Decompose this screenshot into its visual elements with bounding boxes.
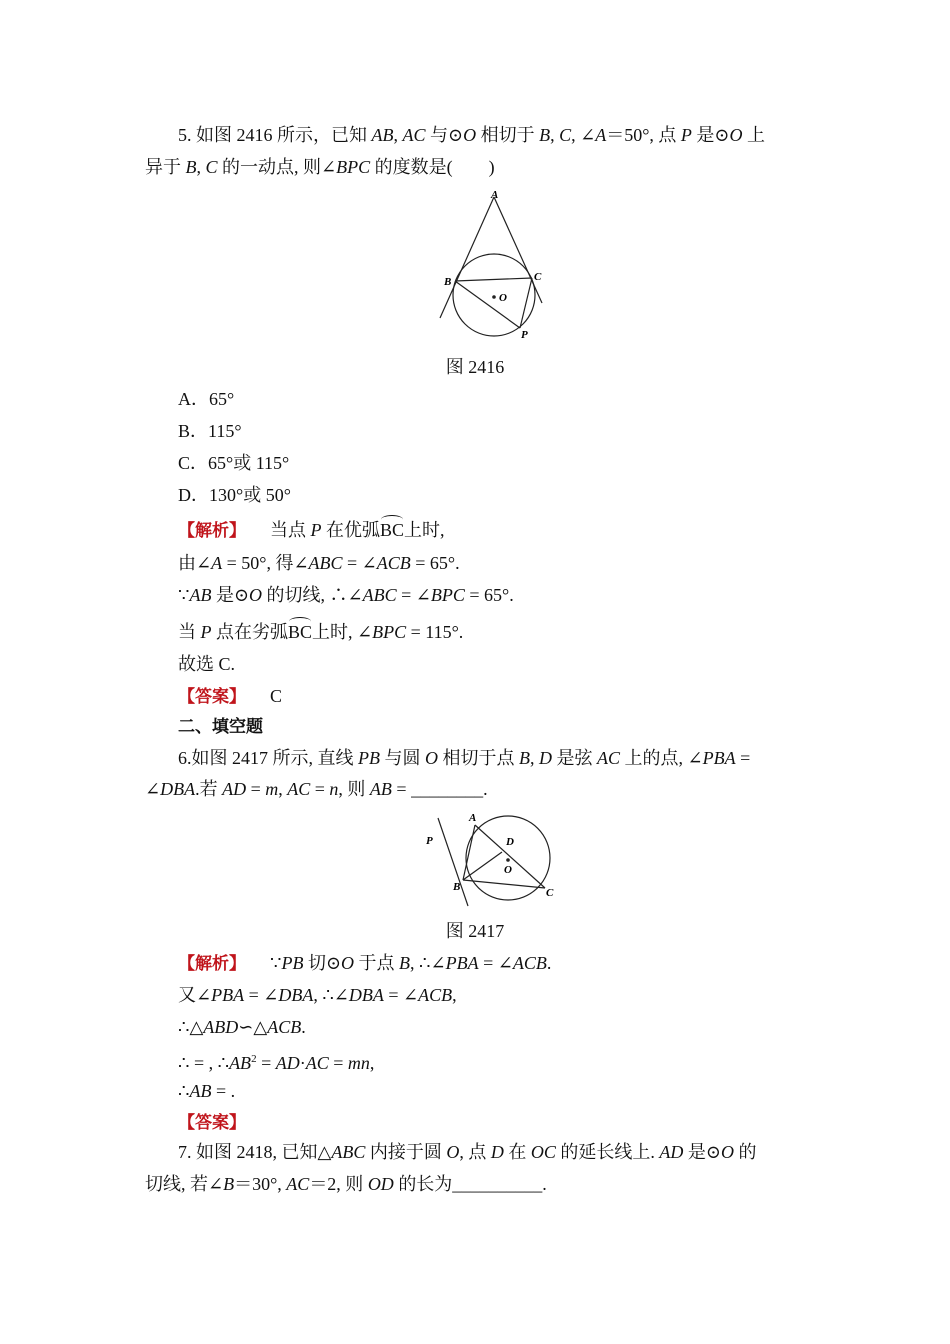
q5-option-a: A．65° <box>178 389 235 409</box>
q5-stem-line2: 异于 B, C 的一动点, 则∠BPC 的度数是( ) <box>145 157 495 177</box>
q5-chord-bc <box>455 278 532 281</box>
q6-analysis-line1: 【解析】 ∵PB 切⊙O 于点 B, ∴∠PBA = ∠ACB. <box>178 953 552 974</box>
q6-segment-bd <box>463 852 502 880</box>
q6-analysis-tag: 【解析】 <box>178 954 246 974</box>
q6-chord-ab <box>463 825 475 880</box>
q5-analysis-line4: 当 P 点在劣弧BC上时, ∠BPC = 115°. <box>178 622 464 642</box>
q6-analysis-line5: ∴AB = . <box>178 1081 236 1101</box>
q6-label-a: A <box>469 812 477 824</box>
q6-answer-line <box>178 1110 246 1135</box>
q5-option-b: B．115° <box>178 421 242 441</box>
q6-center-dot <box>506 858 510 862</box>
q6-stem-line2: ∠DBA.若 AD = m, AC = n, 则 AB = ________. <box>145 779 488 799</box>
q6-analysis-line4: ∴ = , $\therefore AB^2 = AD\cdot AC$ = mn, <box>178 1053 375 1073</box>
q5-label-a: A <box>491 189 499 201</box>
q5-figure-caption: 图 2416 <box>445 357 505 377</box>
q5-analysis-line5: 故选 C. <box>178 654 236 674</box>
q6-figure <box>420 808 570 908</box>
q5-answer-line <box>178 684 282 709</box>
section-title: 二、填空题 <box>178 717 263 737</box>
q6-label-b: B <box>453 881 461 893</box>
q6-label-p: P <box>426 835 433 847</box>
q6-analysis-line2: 又∠PBA = ∠DBA, ∴∠DBA = ∠ACB, <box>178 985 457 1005</box>
q5-tangent-ac <box>494 197 542 303</box>
q6-label-d: D <box>506 836 514 848</box>
q5-option-c: C．65°或 115° <box>178 453 290 473</box>
q5-analysis-tag: 【解析】 <box>178 521 246 541</box>
q5-option-d: D．130°或 50° <box>178 485 291 505</box>
q5-answer: C <box>270 686 283 706</box>
q5-analysis-line2: 由∠A = 50°, 得∠ABC = ∠ACB = 65°. <box>178 553 460 573</box>
q6-analysis-line3: ∴△ABD∽△ACB. <box>178 1017 306 1037</box>
q6-figure-caption: 图 2417 <box>445 921 505 941</box>
q5-center-dot <box>492 295 496 299</box>
q5-analysis-line1: 【解析】 当点 P 在优弧BC上时, <box>178 520 445 541</box>
q5-label-p: P <box>521 329 528 341</box>
q6-label-o: O <box>504 864 512 876</box>
q6-chord-ac <box>475 825 545 888</box>
q5-answer-tag: 【答案】 <box>178 687 246 707</box>
q5-label-o: O <box>499 292 507 304</box>
q6-label-c: C <box>546 887 554 899</box>
q7-stem-line1: 7. 如图 2418, 已知△ABC 内接于圆 O, 点 D 在 OC 的延长线上. AD 是⊙O 的 <box>178 1142 757 1162</box>
q5-analysis-line3: ∵AB 是⊙O 的切线, ∴∠ABC = ∠BPC = 65°. <box>178 585 514 605</box>
q5-circle <box>453 254 535 336</box>
q5-stem-line1: 5. 如图 2416 所示，已知 AB, AC 与⊙O 相切于 B, C, ∠A＝50°, 点 P 是⊙O 上 <box>178 125 766 145</box>
q5-tangent-ab <box>440 197 494 318</box>
q6-stem-line1: 6.如图 2417 所示, 直线 PB 与圆 O 相切于点 B, D 是弦 AC 上的点, ∠PBA = <box>178 748 751 768</box>
q7-stem-line2: 切线, 若∠B＝30°, AC＝2, 则 OD 的长为__________. <box>145 1174 547 1194</box>
q5-label-c: C <box>534 271 542 283</box>
q6-answer-tag: 【答案】 <box>178 1113 246 1133</box>
q5-figure <box>430 185 560 345</box>
q5-chord-bp <box>455 281 520 328</box>
q5-label-b: B <box>444 276 452 288</box>
